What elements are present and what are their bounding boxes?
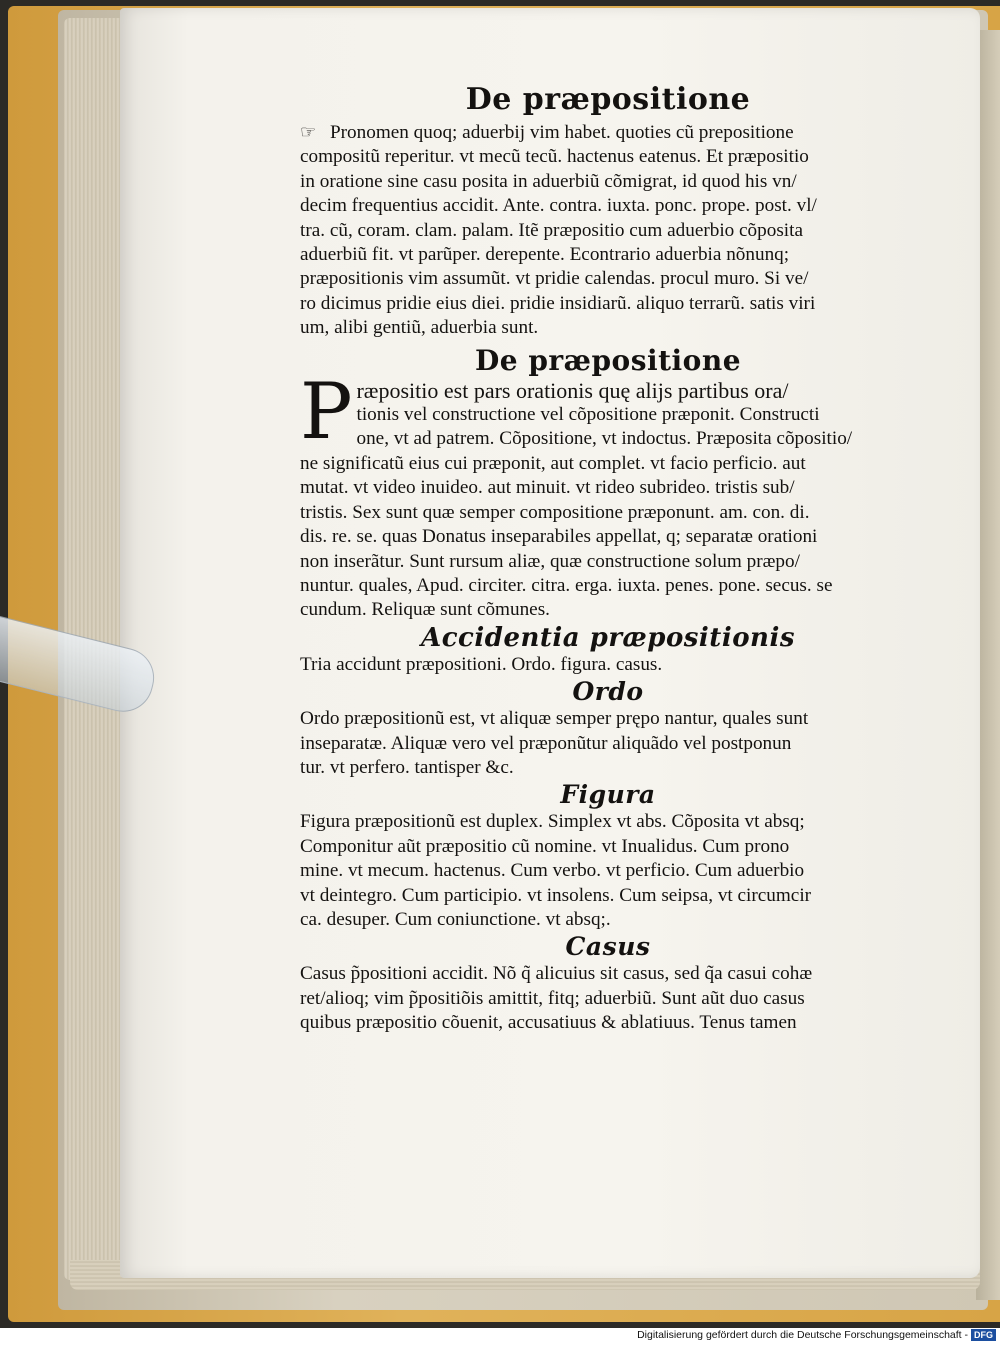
text-line: vt deintegro. Cum participio. vt insolens. Cum seipsa, vt circumcir <box>300 884 812 906</box>
heading-figura: Figura <box>560 780 656 810</box>
heading-de-praepositione-1: De præpositione <box>465 82 751 117</box>
text-line: tristis. Sex sunt quæ semper compositione præponunt. am. con. di. <box>300 501 810 523</box>
text-line: aduerbiũ fit. vt parũper. derepente. Econtrario aduerbia nõnunq; <box>300 244 790 266</box>
text-line: inseparatæ. Aliquæ vero vel præponũtur aliquãdo vel postponun <box>300 732 792 754</box>
text-line: compositũ reperitur. vt mecũ tecũ. hactenus eatenus. Et præpositio <box>300 146 809 168</box>
digitization-credit <box>600 1329 996 1345</box>
text-line: tionis vel constructione vel cõpositione præponit. Constructi <box>356 404 820 426</box>
casus-paragraph <box>300 962 916 1035</box>
text-line: nuntur. quales, Apud. circiter. citra. erga. iuxta. penes. pone. secus. se <box>300 574 833 596</box>
heading-ordo: Ordo <box>572 677 644 707</box>
text-line: ret/alioq; vim p̃positiõis amittit, fitq; aduerbiũ. Sunt aũt duo casus <box>300 987 805 1009</box>
text-line: quibus præpositio cõuenit, accusatiuus & ablatiuus. Tenus tamen <box>300 1012 797 1034</box>
drop-capital: P <box>300 366 353 457</box>
text-line: in oratione sine casu posita in aduerbiũ cõmigrat, id quod his vn/ <box>300 170 797 192</box>
pointing-hand-icon: ☞ <box>300 122 317 142</box>
text-line: Casus p̃positioni accidit. Nõ q̃ alicuius sit casus, sed q̃a casui cohæ <box>300 963 813 985</box>
text-line: ☞ Pronomen quoq; aduerbij vim habet. quoties cũ prepositione <box>300 122 794 143</box>
figura-paragraph <box>300 810 916 932</box>
ordo-paragraph <box>300 707 916 780</box>
text-line: Ordo præpositionũ est, vt aliquæ semper prępo nantur, quales sunt <box>300 708 809 730</box>
text-line: Tria accidunt præpositioni. Ordo. figura. casus. <box>300 653 663 675</box>
text-line: cundum. Reliquæ sunt cõmunes. <box>300 599 550 621</box>
text-line: Figura præpositionũ est duplex. Simplex vt abs. Cõposita vt absq; <box>300 811 805 833</box>
text-line: tur. vt perfero. tantisper &c. <box>300 756 514 778</box>
text-line: ræpositio est pars orationis quę alijs partibus ora/ <box>356 378 789 403</box>
text-line: um, alibi gentiũ, aduerbia sunt. <box>300 317 539 339</box>
page-text <box>300 80 916 1036</box>
credit-text: Digitalisierung gefördert durch die Deutsche Forschungsgemeinschaft - <box>637 1329 968 1341</box>
dfg-logo: DFG <box>971 1329 996 1341</box>
text-line: one, vt ad patrem. Cõpositione, vt indoctus. Præposita cõpositio/ <box>356 428 853 450</box>
text-line: tra. cũ, coram. clam. palam. Itẽ præpositio cum aduerbio cõposita <box>300 219 803 241</box>
text-line: ne significatũ eius cui præponit, aut complet. vt facio perficio. aut <box>300 452 806 474</box>
text-line: mutat. vt video inuideo. aut minuit. vt rideo subrideo. tristis sub/ <box>300 477 795 499</box>
section2-paragraph <box>300 366 916 623</box>
text-line: non inserãtur. Sunt rursum aliæ, quæ constructione solum præpo/ <box>300 550 800 572</box>
accidentia-paragraph <box>300 653 916 677</box>
heading-accidentia: Accidentia præpositionis <box>421 622 795 653</box>
section1-paragraph <box>300 120 916 341</box>
heading-de-praepositione-2: De præpositione <box>474 343 742 377</box>
text-line: præpositionis vim assumũt. vt pridie calendas. procul muro. Si ve/ <box>300 268 809 290</box>
heading-casus: Casus <box>565 932 651 962</box>
text-line: dis. re. se. quas Donatus inseparabiles appellat, q; separatæ orationi <box>300 526 818 548</box>
text-line: mine. vt mecum. hactenus. Cum verbo. vt perficio. Cum aduerbio <box>300 860 805 882</box>
text-line: ca. desuper. Cum coniunctione. vt absq;. <box>300 908 611 930</box>
text-line: Componitur aũt præpositio cũ nomine. vt Inualidus. Cum prono <box>300 835 790 857</box>
text-line: decim frequentius accidit. Ante. contra. iuxta. ponc. prope. post. vl/ <box>300 195 817 217</box>
text-line: ro dicimus pridie eius diei. pridie insidiarũ. aliquo terrarũ. satis viri <box>300 292 816 314</box>
